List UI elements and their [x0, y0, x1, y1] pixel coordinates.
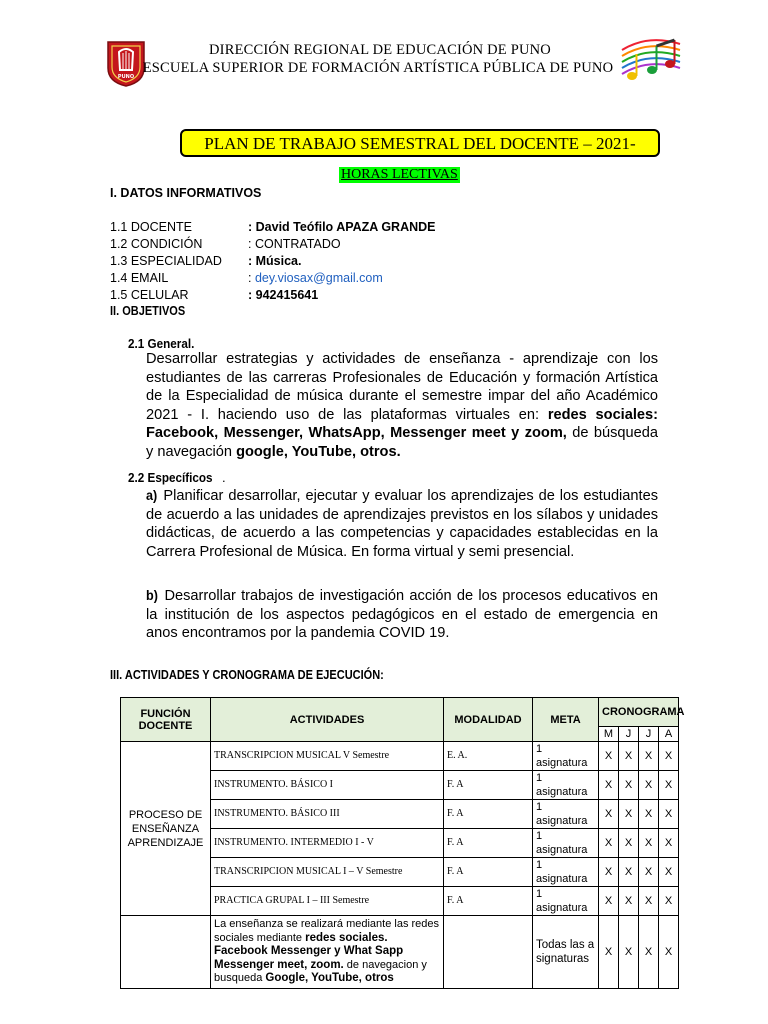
empty-modalidad-cell: [444, 916, 533, 989]
especificos-heading-suffix: .: [221, 470, 226, 485]
section-2-heading: II. OBJETIVOS: [110, 304, 186, 318]
summary-search-tools: Google, YouTube, otros: [265, 972, 394, 984]
funcion-cell: PROCESO DE ENSEÑANZA APRENDIZAJE: [121, 742, 211, 916]
modalidad-cell: F. A: [444, 771, 533, 800]
document-subtitle: HORAS LECTIVAS: [341, 167, 458, 182]
mark-cell: X: [659, 858, 679, 887]
summary-text: La enseñanza se realizará mediante las redes sociales mediante: [214, 918, 440, 944]
section-1-heading: I. DATOS INFORMATIVOS: [110, 186, 262, 200]
mark-cell: X: [659, 800, 679, 829]
mark-cell: X: [619, 887, 639, 916]
empty-funcion-cell: [121, 916, 211, 989]
logo-text: PUNO: [117, 74, 135, 80]
mark-cell: X: [639, 800, 659, 829]
general-platforms: redes sociales: Facebook, Messenger, WhatsApp, Messenger meet y zoom,: [146, 406, 659, 442]
music-notes-icon: [618, 30, 684, 88]
mark-cell: X: [659, 916, 679, 989]
mark-cell: X: [619, 916, 639, 989]
mark-cell: X: [599, 858, 619, 887]
general-paragraph: [146, 350, 658, 462]
actividad-cell: INSTRUMENTO. BÁSICO III: [211, 800, 444, 829]
summary-actividad-cell: [211, 916, 444, 989]
general-heading: 2.1 General.: [128, 336, 195, 351]
mark-cell: X: [659, 887, 679, 916]
actividad-cell: INSTRUMENTO. INTERMEDIO I - V: [211, 829, 444, 858]
mark-cell: X: [619, 742, 639, 771]
general-text: Desarrollar estrategias y actividades de enseñanza - aprendizaje con los estudiantes de las carreras Profesionales de Educación y formación Artística de la Especialidad de música durante el semestre impar del año Académico 2021 - I. haciendo uso de las plataformas virtuales en:: [146, 351, 658, 423]
mark-cell: X: [659, 742, 679, 771]
info-label: 1.4 EMAIL: [110, 271, 169, 285]
modalidad-cell: E. A.: [444, 742, 533, 771]
meta-cell: 1 asignatura: [533, 771, 599, 800]
objective-b: [146, 586, 658, 643]
table-row: [121, 742, 679, 771]
actividad-cell: TRANSCRIPCION MUSICAL V Semestre: [211, 742, 444, 771]
mark-cell: X: [599, 829, 619, 858]
document-title: PLAN DE TRABAJO SEMESTRAL DEL DOCENTE – 2021-: [180, 129, 660, 157]
meta-cell: 1 asignatura: [533, 800, 599, 829]
col-header-cronograma: CRONOGRAMA: [599, 698, 679, 727]
mark-cell: X: [659, 771, 679, 800]
cronograma-table: [120, 697, 685, 989]
actividad-cell: INSTRUMENTO. BÁSICO I: [211, 771, 444, 800]
meta-cell: 1 asignatura: [533, 829, 599, 858]
general-text-2: de búsqueda y navegación: [146, 425, 658, 460]
info-label: 1.2 CONDICIÓN: [110, 237, 203, 251]
meta-cell: 1 asignatura: [533, 887, 599, 916]
actividad-cell: PRACTICA GRUPAL I – III Semestre: [211, 887, 444, 916]
meta-cell: 1 asignatura: [533, 742, 599, 771]
section-3-heading: III. ACTIVIDADES Y CRONOGRAMA DE EJECUCIÓN:: [110, 668, 384, 682]
meta-cell: 1 asignatura: [533, 858, 599, 887]
modalidad-cell: F. A: [444, 858, 533, 887]
objective-a: [146, 486, 658, 561]
table-row-summary: [121, 916, 679, 989]
col-header-actividades: ACTIVIDADES: [211, 698, 444, 742]
header-line-1: DIRECCIÓN REGIONAL DE EDUCACIÓN DE PUNO: [209, 42, 551, 58]
mark-cell: X: [639, 887, 659, 916]
mark-cell: X: [599, 916, 619, 989]
objective-b-text: Desarrollar trabajos de investigación acción de los procesos educativos en la institución de los aspectos pedagógicos en el estado de emergencia en anos encontramos por la pandemia COVID 19.: [146, 588, 658, 642]
mark-cell: X: [599, 800, 619, 829]
mark-cell: X: [619, 829, 639, 858]
modalidad-cell: F. A: [444, 800, 533, 829]
especificos-heading: 2.2 Específicos: [128, 470, 213, 485]
especificos-heading-row: [128, 470, 226, 485]
info-value: : 942415641: [248, 288, 319, 302]
mark-cell: X: [619, 800, 639, 829]
info-label: 1.3 ESPECIALIDAD: [110, 254, 222, 268]
col-header-funcion: FUNCIÓN DOCENTE: [121, 698, 211, 742]
info-value: : David Teófilo APAZA GRANDE: [248, 220, 436, 234]
mark-cell: X: [639, 916, 659, 989]
mark-cell: X: [639, 829, 659, 858]
info-label: 1.5 CELULAR: [110, 288, 189, 302]
info-value: : CONTRATADO: [248, 237, 341, 251]
actividad-cell: TRANSCRIPCION MUSICAL I – V Semestre: [211, 858, 444, 887]
info-colon: :: [248, 271, 255, 285]
mark-cell: X: [599, 887, 619, 916]
summary-meta-cell: Todas las asignaturas: [533, 916, 599, 989]
mark-cell: X: [619, 858, 639, 887]
month-j1: J: [619, 727, 639, 742]
mark-cell: X: [599, 742, 619, 771]
general-search-tools: google, YouTube, otros.: [236, 443, 401, 460]
month-j2: J: [639, 727, 659, 742]
table-header-row: [121, 698, 679, 727]
objective-a-text: Planificar desarrollar, ejecutar y evaluar los aprendizajes de los estudiantes de acuerdo a las unidades de aprendizajes previstos en los sílabos y unidades didácticas, de acuerdo a las competencias y capacidades establecidas en la Carrera Profesional de Música. En forma virtual y semi presencial.: [146, 488, 658, 560]
col-header-modalidad: MODALIDAD: [444, 698, 533, 742]
objective-a-label: a): [146, 487, 158, 503]
mark-cell: X: [659, 829, 679, 858]
info-label: 1.1 DOCENTE: [110, 220, 192, 234]
month-m: M: [599, 727, 619, 742]
header-line-2: ESCUELA SUPERIOR DE FORMACIÓN ARTÍSTICA PÚBLICA DE PUNO: [142, 60, 614, 76]
mark-cell: X: [619, 771, 639, 800]
summary-text-2: de navegacion y busqueda: [214, 958, 427, 984]
datos-informativos: [0, 220, 768, 310]
mark-cell: X: [599, 771, 619, 800]
modalidad-cell: F. A: [444, 887, 533, 916]
email-link[interactable]: dey.viosax@gmail.com: [254, 271, 383, 285]
summary-platforms: redes sociales. Facebook Messenger y What Sapp Messenger meet, zoom.: [214, 931, 404, 971]
mark-cell: X: [639, 771, 659, 800]
modalidad-cell: F. A: [444, 829, 533, 858]
objective-b-label: b): [146, 587, 158, 603]
mark-cell: X: [639, 742, 659, 771]
mark-cell: X: [639, 858, 659, 887]
month-a: A: [659, 727, 679, 742]
col-header-meta: META: [533, 698, 599, 742]
info-value: : Música.: [248, 254, 302, 268]
